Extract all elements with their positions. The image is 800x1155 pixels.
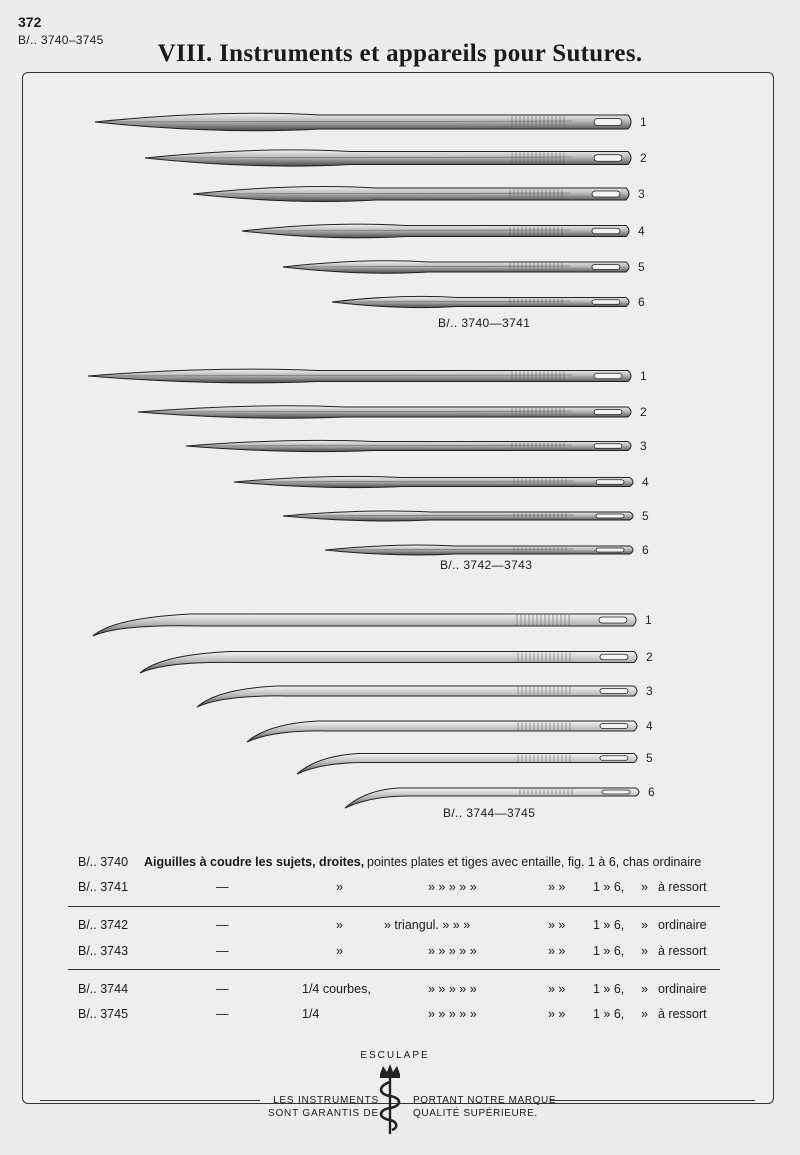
needle-number: 3 [646,684,653,698]
needle-number: 3 [638,187,645,201]
needle-number: 6 [638,295,645,309]
legend-ref: B/.. 3743 [78,944,129,958]
needle-3742-1 [88,369,647,383]
needle-number: 2 [640,405,647,419]
legend-type: à ressort [658,944,707,958]
needle-3744-1 [93,613,652,636]
needle-number: 6 [642,543,649,557]
needle-number: 5 [646,751,653,765]
legend-ditto: » » » » » [428,944,477,958]
needle-3742-2 [138,405,647,419]
needle-3744-4 [247,719,653,742]
legend-type: à ressort [658,1007,707,1021]
legend-ditto: » » [548,880,566,894]
needle-3742-6 [325,543,649,557]
legend-ditto: » [336,880,343,894]
legend-ditto: » » [548,1007,566,1021]
legend-divider [68,906,720,907]
legend-ditto: » [641,918,648,932]
legend-ditto: » [641,982,648,996]
legend-ditto: » » [548,944,566,958]
footer-right-line-2: QUALITÉ SUPÉRIEURE. [413,1108,538,1119]
legend-ditto: » » [548,982,566,996]
footer-guarantee-left [268,1094,379,1120]
footer-rule-left [40,1100,260,1101]
legend-ditto: » [336,918,343,932]
needle-3740-6 [332,295,645,309]
figure-caption-3742: B/.. 3742—3743 [440,558,533,572]
legend-ref: B/.. 3741 [78,880,129,894]
page-title: VIII. Instruments et appareils pour Sutures. [157,40,643,67]
legend-ditto: » » » » » [428,1007,477,1021]
legend-type: ordinaire [658,918,707,932]
legend-type: ordinaire [658,982,707,996]
legend-type: à ressort [658,880,707,894]
needle-number: 6 [648,785,655,799]
logo-text: ESCULAPE [360,1050,430,1061]
footer-left-line-1: LES INSTRUMENTS [273,1095,379,1106]
legend-dash: — [216,944,229,958]
legend-ref: B/.. 3745 [78,1007,129,1021]
needle-3742-5 [283,509,649,523]
legend-variant: 1/4 [302,1007,320,1021]
legend-desc: pointes plates et tiges avec entaille, fig. 1 à 6, chas ordinaire [367,855,702,869]
legend-ditto: » [641,1007,648,1021]
needle-number: 5 [638,260,645,274]
needle-number: 1 [640,115,647,129]
legend-variant: 1/4 courbes, [302,982,371,996]
legend-dash: — [216,918,229,932]
needle-number: 4 [642,475,649,489]
legend-ditto: » [641,880,648,894]
needle-number: 4 [638,224,645,238]
footer-right-line-1: PORTANT NOTRE MARQUE [413,1095,557,1106]
footer-guarantee-right [413,1094,556,1120]
legend-ref: B/.. 3744 [78,982,129,996]
footer-rule-right [550,1100,755,1101]
legend-ditto: » [336,944,343,958]
needle-number: 3 [640,439,647,453]
needle-3740-3 [193,187,645,202]
needle-3744-2 [140,650,653,673]
figure-caption-3744: B/.. 3744—3745 [443,806,536,820]
needle-number: 1 [645,613,652,627]
needle-number: 5 [642,509,649,523]
needle-number: 1 [640,369,647,383]
needle-3742-3 [186,439,647,453]
needle-number: 4 [646,719,653,733]
legend-dash: — [216,880,229,894]
legend-variant: » triangul. » » » [384,918,471,932]
needle-3740-5 [283,260,645,274]
legend-ditto: » » » » » [428,880,477,894]
page-number: 372 [18,14,42,30]
needle-3742-4 [234,475,649,489]
legend-figs: 1 » 6, [593,918,625,932]
legend-desc-bold: Aiguilles à coudre les sujets, droites, [144,855,365,869]
footer-left-line-2: SONT GARANTIS DE [268,1108,379,1119]
legend-ref: B/.. 3740 [78,855,129,869]
legend-figs: 1 » 6, [593,944,625,958]
needle-3744-6 [345,785,655,808]
needle-number: 2 [646,650,653,664]
legend-ref: B/.. 3742 [78,918,129,932]
needle-3740-4 [242,224,645,238]
legend-figs: 1 » 6, [593,880,625,894]
needle-3740-1 [95,113,647,130]
legend-figs: 1 » 6, [593,1007,625,1021]
page-reference: B/.. 3740–3745 [18,33,104,47]
legend-ditto: » » [548,918,566,932]
needle-3744-3 [197,684,653,707]
legend-dash: — [216,982,229,996]
needle-3744-5 [297,751,653,774]
legend-ditto: » [641,944,648,958]
legend-dash: — [216,1007,229,1021]
legend-figs: 1 » 6, [593,982,625,996]
legend-ditto: » » » » » [428,982,477,996]
needle-number: 2 [640,151,647,165]
legend-divider [68,969,720,970]
figure-caption-3740: B/.. 3740—3741 [438,316,531,330]
needle-3740-2 [145,150,647,166]
